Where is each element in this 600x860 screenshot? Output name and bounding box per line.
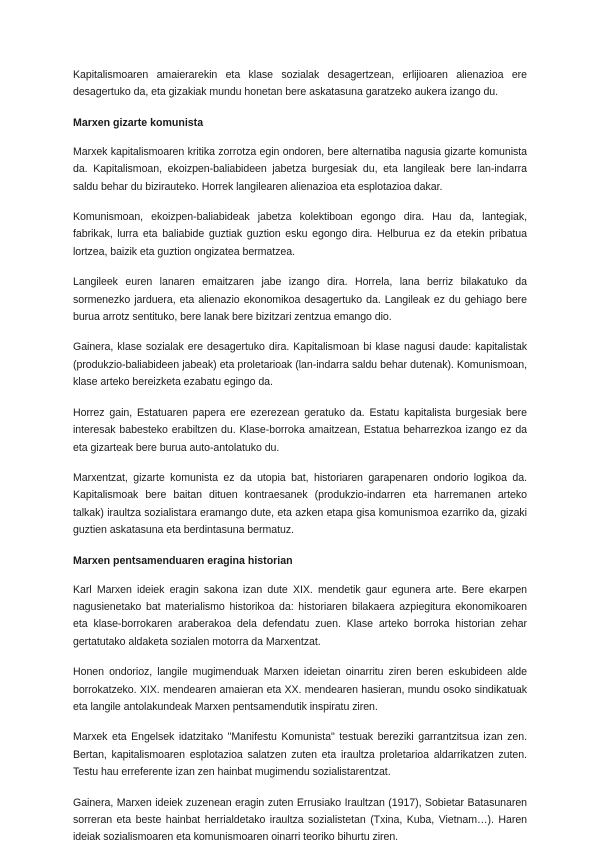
paragraph: Horrez gain, Estatuaren papera ere ezerezean geratuko da. Estatu kapitalista burgesiak bere interesak babesteko erabiltzen du. Klase-borroka amaitzean, Estatua beharrezkoa izango ez da eta gizarteak bere burua auto-antolatuko du. bbox=[73, 406, 527, 454]
document-page bbox=[73, 67, 527, 860]
section-heading-communist-society: Marxen gizarte komunista bbox=[73, 116, 204, 129]
paragraph: Marxentzat, gizarte komunista ez da utopia bat, historiaren garapenaren ondorio logikoa da. Kapitalismoak bere baitan dituen kontraesanek (produkzio-indarren eta harremanen arteko talkak) iraultza sozialistara eramango dute, eta azken etapa gisa komunismoa ezarriko da, gizaki guztien askatasuna eta berdintasuna bermatuz. bbox=[73, 471, 527, 537]
paragraph: Marxek eta Engelsek idatzitako "Manifestu Komunista" testuak bereziki garrantzitsua izan zen. Bertan, kapitalismoaren esplotazioa salatzen zuten eta iraultza proletarioa aldarrikatzen zuten. Testu hau erreferente izan zen hainbat mugimendu sozialistarentzat. bbox=[73, 731, 527, 779]
paragraph: Karl Marxen ideiek eragin sakona izan dute XIX. mendetik gaur egunera arte. Bere ekarpen nagusienetako bat materialismo historikoa da: historiaren bilakaera azpiegitura ekonomikoaren eta klase-borrokaren araberakoa dela defendatu zuen. Klase arteko borroka historian zehar gertatutako aldaketa sozialen motorra da Marxentzat. bbox=[73, 583, 527, 648]
section-heading-historical-influence: Marxen pentsamenduaren eragina historian bbox=[73, 554, 293, 567]
intro-paragraph: Kapitalismoaren amaierarekin eta klase sozialak desagertzean, erlijioaren alienazioa ere desagertuko da, eta gizakiak mundu honetan bere askatasuna garatzeko aukera izango du. bbox=[73, 69, 527, 99]
paragraph: Honen ondorioz, langile mugimenduak Marxen ideietan oinarritu ziren beren eskubideen alde borrokatzeko. XIX. mendearen amaieran eta XX. mendearen hasieran, mundu osoko sindikatuak eta langile antolakundeak Marxen pentsamendutik inspiratu ziren. bbox=[73, 666, 527, 713]
paragraph: Gainera, Marxen ideiek zuzenean eragin zuten Errusiako Iraultzan (1917), Sobietar Batasunaren sorreran eta beste hainbat herrialdetako iraultza sozialistetan (Txina, Kuba, Vietnam…). Haren ideiak sozialismoaren eta komunismoaren oinarri teoriko bihurtu ziren. bbox=[73, 796, 527, 844]
paragraph: Gainera, klase sozialak ere desagertuko dira. Kapitalismoan bi klase nagusi daude: kapitalistak (produkzio-baliabideen jabeak) eta proletarioak (lan-indarra saldu behar dutenak). Komunismoan, klase arteko bereizketa ezabatu egingo da. bbox=[73, 341, 527, 389]
paragraph: Langileek euren lanaren emaitzaren jabe izango dira. Horrela, lana berriz bilakatuko da sormenezko jarduera, eta alienazio ekonomikoa desagertuko da. Langileak ez du gehiago bere burua arrotz sentituko, bere lanak bere bizitzari zentzua emango dio. bbox=[73, 276, 527, 324]
paragraph: Komunismoan, ekoizpen-baliabideak jabetza kolektiboan egongo dira. Hau da, lantegiak, fabrikak, lurra eta baliabide guztiak guztion esku egongo dira. Helburua ez da etekin pribatua lortzea, baizik eta guztion ongizatea bermatzea. bbox=[73, 211, 527, 258]
paragraph: Marxek kapitalismoaren kritika zorrotza egin ondoren, bere alternatiba nagusia gizarte komunista da. Kapitalismoan, ekoizpen-baliabideen jabetza burgesiak du, eta langileak bere lan-indarra saldu behar du bizirauteko. Horrek langilearen alienazioa eta esplotazioa dakar. bbox=[73, 145, 527, 193]
